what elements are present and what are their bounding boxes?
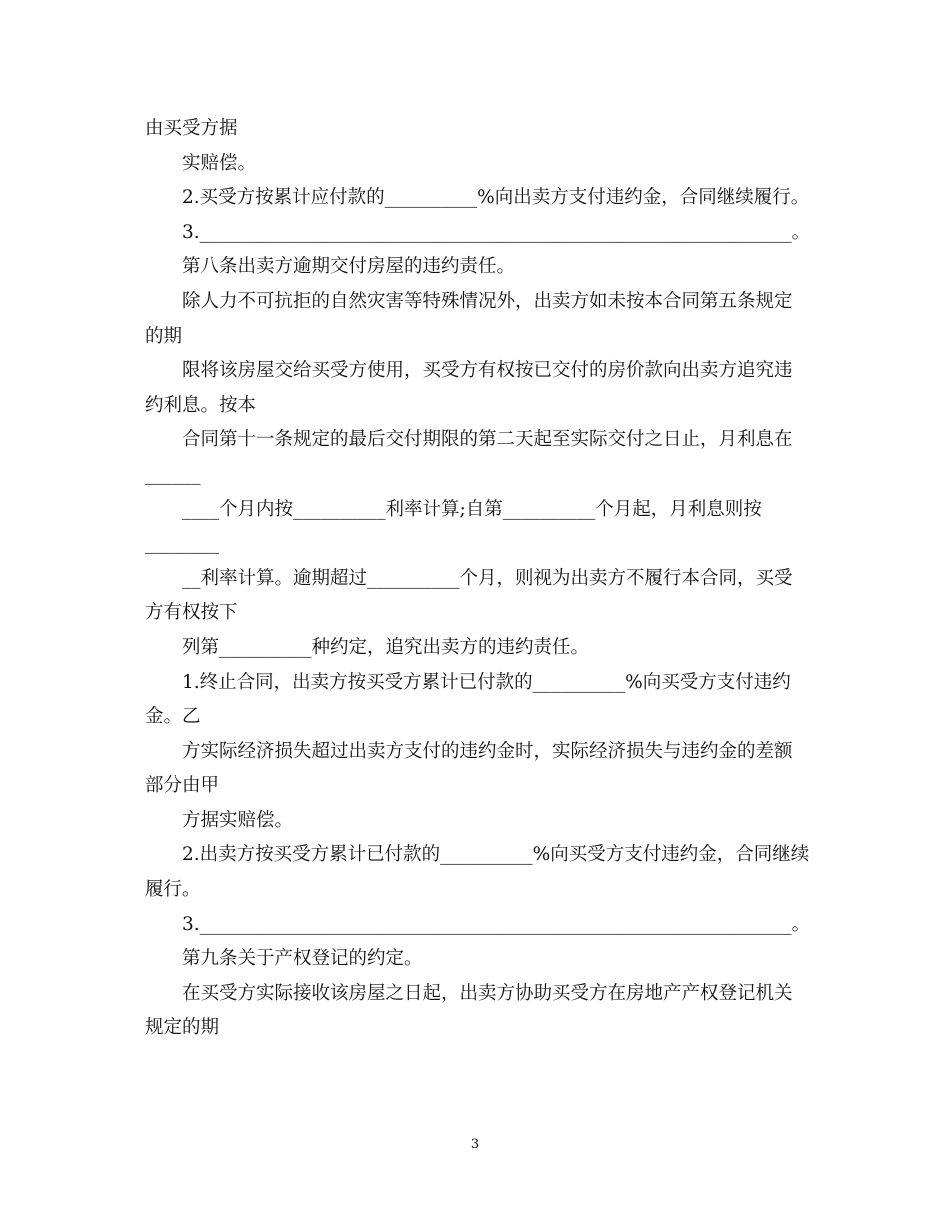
text-line: 实赔偿。 [182,152,257,174]
text-line: 规定的期 [145,1017,220,1039]
text-line: 履行。 [145,879,201,901]
text-line: 合同第十一条规定的最后交付期限的第二天起至实际交付之日止，月利息在 [182,429,793,451]
text-line: __利率计算。逾期超过__________个月，则视为出卖方不履行本合同，买受 [182,567,793,589]
text-line: 3.________________________________________________________________。 [182,221,811,243]
text-line: 2.买受方按累计应付款的__________%向出卖方支付违约金，合同继续履行。 [182,187,810,209]
text-line: 限将该房屋交给买受方使用，买受方有权按已交付的房价款向出卖方追究违 [182,360,793,382]
text-line: ________ [145,533,219,555]
text-line: ____个月内按__________利率计算;自第__________个月起，月利息则按 [182,498,762,520]
text-line: 的期 [145,325,183,347]
text-line: 部分由甲 [145,775,220,797]
text-line: 第八条出卖方逾期交付房屋的违约责任。 [182,256,516,278]
text-line: 1.终止合同，出卖方按买受方累计已付款的__________%向买受方支付违约 [182,671,791,693]
text-line: 方实际经济损失超过出卖方支付的违约金时，实际经济损失与违约金的差额 [182,740,793,762]
text-line: 除人力不可抗拒的自然灾害等特殊情况外，出卖方如未按本合同第五条规定 [182,290,793,312]
text-line: 2.出卖方按买受方累计已付款的__________%向买受方支付违约金，合同继续 [182,844,810,866]
text-line: ______ [145,463,201,485]
text-line: 约利息。按本 [145,394,257,416]
text-line: 第九条关于产权登记的约定。 [182,948,423,970]
text-line: 方据实赔偿。 [182,809,294,831]
page-number: 3 [470,1137,480,1152]
text-line: 列第__________种约定，追究出卖方的违约责任。 [182,636,590,658]
text-line: 在买受方实际接收该房屋之日起，出卖方协助买受方在房地产产权登记机关 [182,982,793,1004]
text-line: 由买受方据 [145,118,238,139]
text-line: 金。乙 [145,706,201,728]
text-line: 方有权按下 [145,602,238,624]
document-body [145,112,815,1046]
text-line: 3.________________________________________________________________。 [182,913,811,935]
